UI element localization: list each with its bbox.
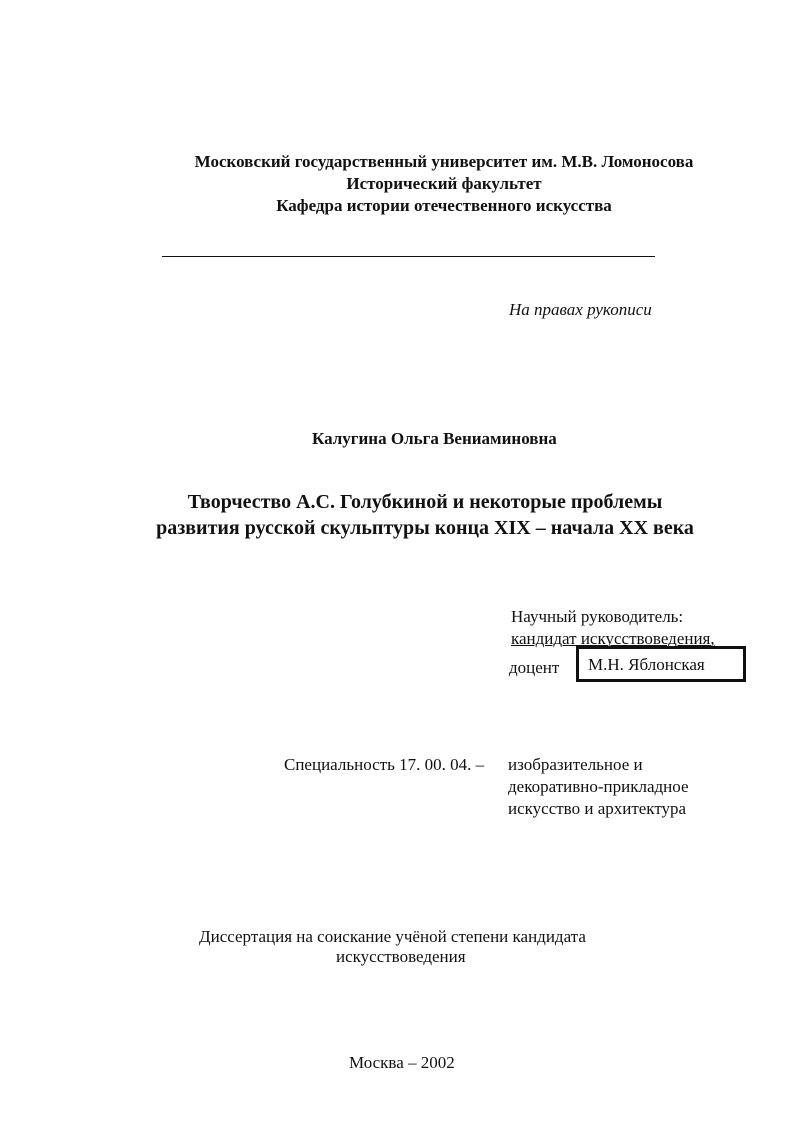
specialty-line-2: декоративно-прикладное <box>508 777 689 796</box>
header-divider <box>162 256 655 257</box>
specialty-line-1: изобразительное и <box>508 755 643 774</box>
specialty-label: Специальность 17. 00. 04. – <box>284 755 485 774</box>
supervisor-rank: доцент <box>509 658 560 677</box>
supervisor-name: М.Н. Яблонская <box>588 655 705 674</box>
supervisor-label: Научный руководитель: <box>511 607 684 626</box>
dissertation-note-line-2: искусствоведения <box>336 947 466 966</box>
place-year: Москва – 2002 <box>349 1053 455 1072</box>
dissertation-title-line-2: развития русской скульптуры конца XIX – начала XX века <box>156 517 694 539</box>
supervisor-degree: кандидат искусствоведения, <box>511 629 715 648</box>
author-name: Калугина Ольга Вениаминовна <box>312 429 557 448</box>
manuscript-note: На правах рукописи <box>509 300 652 319</box>
department-name: Кафедра истории отечественного искусства <box>276 196 612 215</box>
supervisor-name-box <box>576 646 746 682</box>
dissertation-note-line-1: Диссертация на соискание учёной степени кандидата <box>199 927 586 946</box>
dissertation-title-line-1: Творчество А.С. Голубкиной и некоторые проблемы <box>187 491 663 513</box>
faculty-name: Исторический факультет <box>346 174 542 193</box>
university-name: Московский государственный университет им. М.В. Ломоносова <box>194 152 694 171</box>
specialty-line-3: искусство и архитектура <box>508 799 687 818</box>
